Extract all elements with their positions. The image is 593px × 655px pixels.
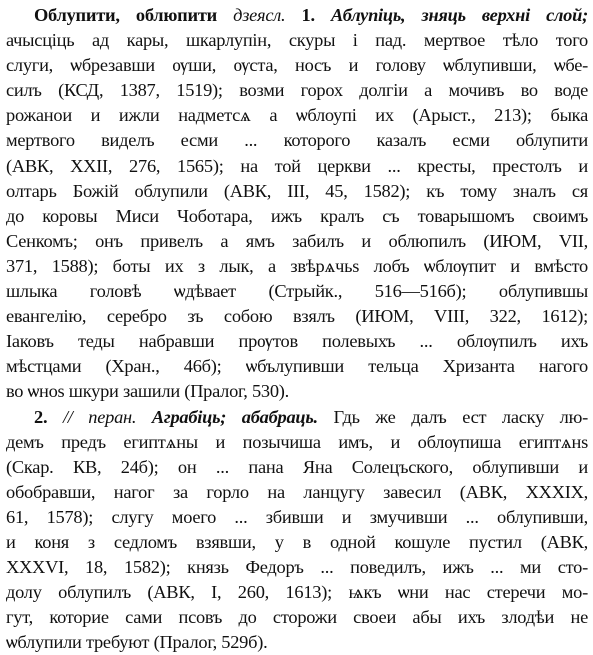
- text-line-4: [6, 78, 588, 103]
- line-text: обобравши, нагог за горло на ланцугу завесил (АВК, XXXIX,: [6, 481, 588, 502]
- text-line-14: [6, 329, 588, 354]
- sense-number-2: 2.: [34, 406, 48, 427]
- text-line-24: [6, 580, 588, 605]
- text-line-22: [6, 530, 588, 555]
- text-line-18: [6, 430, 588, 455]
- line-text: 61, 1578); слугу моего ... збивши и змучивши ... облупивши,: [6, 506, 588, 527]
- line-text: во ѡноѕ шкури зашили (Пралог, 530).: [6, 381, 290, 402]
- text-line-13: [6, 304, 588, 329]
- text-line-7: [6, 154, 588, 179]
- text-line-3: [6, 53, 588, 78]
- text-line-12: [6, 279, 588, 304]
- line-text: ачысціць ад кары, шкарлупін, скуры і пад. мертвое тѣло того: [6, 30, 588, 51]
- text-line-16: [6, 379, 588, 404]
- text-line-10: [6, 229, 588, 254]
- text-line-20: [6, 480, 588, 505]
- text-line-5: [6, 103, 588, 128]
- line-text: Гдь же далъ ест ласку лю-: [333, 406, 588, 427]
- text-line-1: [6, 3, 588, 28]
- line-text: Іаковъ теды набравши прѹтов полевыхъ ... облѹпилъ ихъ: [6, 331, 588, 352]
- text-line-25: [6, 605, 588, 630]
- definition-2: Аграбіць; абабраць.: [151, 406, 318, 427]
- line-text: Сенкомъ; онъ привелъ а ямъ забилъ и облюпилъ (ИЮМ, VII,: [6, 230, 588, 251]
- text-line-26: [6, 630, 588, 655]
- text-line-11: [6, 254, 588, 279]
- line-text: XXXVI, 18, 1582); князь Федоръ ... поведилъ, ижъ ... ми сто-: [6, 557, 588, 578]
- line-text: гут, которие сами псовъ до сторожи своеи абы ихъ злодѣи не: [6, 607, 588, 628]
- text-line-23: [6, 555, 588, 580]
- line-text: олтарь Божій облупили (АВК, III, 45, 1582); къ тому зналъ ся: [6, 180, 588, 201]
- line-text: демъ предъ египтѧны и позычиша имъ, и облѹпиша египтѧнѕ: [6, 431, 588, 452]
- text-line-9: [6, 204, 588, 229]
- line-text: долу облупилъ (АВК, І, 260, 1613); ѩкъ ѡни нас стеречи мо-: [6, 582, 588, 603]
- text-line-8: [6, 179, 588, 204]
- line-text: евангелію, серебро зъ собою взялъ (ИЮМ, VIII, 322, 1612);: [6, 306, 588, 327]
- line-text: шлыка головѣ ѡдѣвает (Стрыйк., 516—516б); облупившы: [6, 281, 588, 302]
- line-text: (Скар. КВ, 24б); он ... пана Яна Солецъского, облупивши и: [6, 456, 588, 477]
- line-text: мѣстцами (Хран., 46б); ѡбълупивши тельца Хризанта нагого: [6, 356, 588, 377]
- text-line-17: [6, 405, 588, 430]
- text-line-19: [6, 455, 588, 480]
- line-text: силъ (КСД, 1387, 1519); возми горох долгіи а мочивъ во воде: [6, 80, 588, 101]
- text-line-15: [6, 354, 588, 379]
- figurative-marker: // перан.: [62, 406, 137, 427]
- line-text: рожанои и ижли надметсѧ а ѡблоупі их (Арыст., 213); быка: [6, 105, 588, 126]
- definition-1: Аблупіць, зняць верхні слой;: [331, 5, 588, 25]
- text-line-21: [6, 505, 588, 530]
- text-line-6: [6, 128, 588, 153]
- line-text: и коня з седломъ взявши, у в одной кошуле пустил (АВК,: [6, 531, 588, 552]
- line-text: до коровы Миси Чоботара, ижъ кралъ съ товарышомъ своимъ: [6, 205, 588, 226]
- line-text: (АВК, XXII, 276, 1565); на той церкви ... кресты, престолъ и: [6, 155, 588, 176]
- line-text: ѡблупили требуют (Пралог, 529б).: [6, 632, 268, 653]
- line-text: 371, 1588); боты их з лык, а звѣрѧчьѕ лобъ ѡблѹпит и вмѣсто: [6, 255, 588, 276]
- part-of-speech: дзеясл.: [233, 5, 286, 25]
- line-text: мертвого виделъ есми ... которого казалъ есми облупити: [6, 130, 588, 151]
- headword: Облупити, облюпити: [34, 5, 218, 25]
- line-text: слуги, ѡбрезавши ѹши, ѹста, носъ и голову ѡблупивши, ѡбе-: [6, 55, 588, 76]
- text-line-2: [6, 28, 588, 53]
- sense-number-1: 1.: [301, 5, 315, 25]
